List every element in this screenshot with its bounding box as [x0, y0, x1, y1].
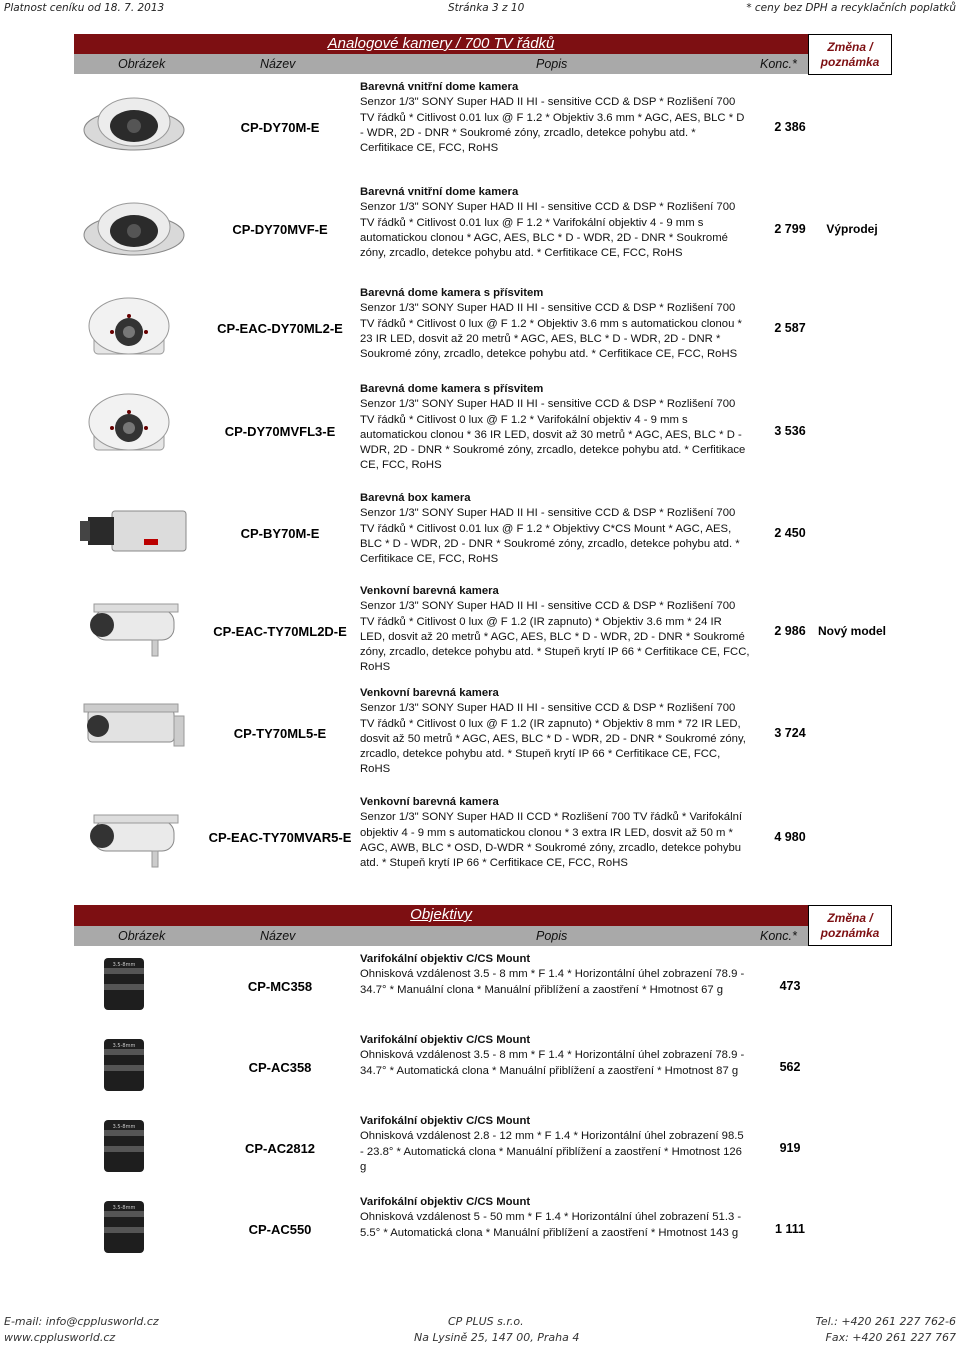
product-title: Barevná box kamera — [360, 492, 471, 504]
product-row — [0, 1033, 960, 1103]
product-price: 473 — [779, 979, 801, 993]
product-price: 2 799 — [774, 222, 806, 236]
product-price: 919 — [779, 1141, 801, 1155]
product-row — [0, 286, 960, 371]
lens-icon — [74, 952, 194, 1022]
footer-company: CP PLUS s.r.o. — [448, 1315, 524, 1328]
product-description — [360, 686, 750, 778]
svg-text:3.5-8mm: 3.5-8mm — [112, 1124, 136, 1130]
section-title: Analogové kamery / 700 TV řádků — [327, 35, 555, 52]
col-nazev: Název — [260, 57, 296, 71]
product-description — [360, 185, 750, 261]
product-row — [0, 795, 960, 880]
product-title: Venkovní barevná kamera — [360, 687, 499, 699]
column-header — [74, 926, 808, 946]
svg-text:3.5-8mm: 3.5-8mm — [112, 962, 136, 968]
product-price: 2 986 — [774, 624, 806, 638]
svg-text:3.5-8mm: 3.5-8mm — [112, 1205, 136, 1211]
col-nazev: Název — [260, 929, 296, 943]
product-model: CP-DY70M-E — [240, 120, 320, 135]
ir-dome-camera-icon — [74, 382, 194, 482]
product-row — [0, 185, 960, 275]
product-row — [0, 80, 960, 175]
product-model: CP-EAC-DY70ML2-E — [217, 321, 343, 336]
col-konc: Konc.* — [760, 57, 797, 71]
ir-dome-camera-icon — [74, 286, 194, 371]
product-model: CP-EAC-TY70ML2D-E — [213, 624, 347, 639]
product-description — [360, 80, 750, 156]
product-description — [360, 382, 750, 474]
product-row — [0, 1114, 960, 1184]
dome-camera-icon — [74, 80, 194, 175]
product-model: CP-TY70ML5-E — [233, 726, 327, 741]
svg-text:3.5-8mm: 3.5-8mm — [112, 1043, 136, 1049]
lens-icon — [74, 1033, 194, 1103]
section-title-bar — [74, 905, 808, 926]
section-title-bar — [74, 34, 808, 55]
product-specs: Ohnisková vzdálenost 3.5 - 8 mm * F 1.4 * Horizontální úhel zobrazení 78.9 - 34.7° * Manuální clona * Manuální přiblížení a zaostření * Hmotnost 67 g — [360, 968, 745, 996]
product-row — [0, 584, 960, 679]
product-title: Barevná vnitřní dome kamera — [360, 186, 519, 198]
product-specs: Senzor 1/3" SONY Super HAD II HI - sensitive CCD & DSP * Rozlišení 700 TV řádků * Citlivost 0 lux @ F 1.2 (IR zapnuto) * Objektiv 3.6 mm * 24 IR LED, dosvit až 20 metrů * AGC, AES, BLC * D - WDR, 2D - DNR * Soukromé zóny, zrcadlo, detekce pohybu atd. * Stupeň krytí IP 66 * Cerfitikace CE, FCC, RoHS — [360, 600, 750, 674]
product-row — [0, 952, 960, 1022]
col-zmena: Změna / poznámka — [808, 905, 892, 946]
product-specs: Senzor 1/3" SONY Super HAD II HI - sensitive CCD & DSP * Rozlišení 700 TV řádků * Citlivost 0.01 lux @ F 1.2 * Objektiv 3.6 mm * AGC, AES, BLC * D - WDR, 2D - DNR * Soukromé zóny, zrcadlo, detekce pohybu atd. * Cerfitikace CE, FCC, RoHS — [360, 96, 745, 155]
product-model: CP-EAC-TY70MVAR5-E — [208, 830, 352, 845]
footer-fax: Fax: +420 261 227 767 — [825, 1331, 956, 1344]
footer-web[interactable]: www.cpplusworld.cz — [4, 1331, 116, 1344]
product-specs: Senzor 1/3" SONY Super HAD II HI - sensitive CCD & DSP * Rozlišení 700 TV řádků * Citlivost 0 lux @ F 1.2 (IR zapnuto) * Objektiv 8 mm * 72 IR LED, dosvit až 50 metrů * AGC, AES, BLC * D - WDR, 2D - DNR * Soukromé zóny, zrcadlo, detekce pohybu atd. * Stupeň krytí IP 66 * Cerfitikace CE, FCC, RoHS — [360, 702, 746, 776]
product-model: CP-AC2812 — [244, 1141, 316, 1156]
col-konc: Konc.* — [760, 929, 797, 943]
product-price: 2 587 — [774, 321, 806, 335]
product-description — [360, 286, 750, 362]
validity-date: Platnost ceníku od 18. 7. 2013 — [4, 2, 165, 14]
product-title: Varifokální objektiv C/CS Mount — [360, 1115, 531, 1127]
product-specs: Senzor 1/3" SONY Super HAD II HI - sensitive CCD & DSP * Rozlišení 700 TV řádků * Citlivost 0.01 lux @ F 1.2 * Varifokální objektiv 4 - 9 mm s automatickou clonou * AGC, AES, BLC * D - WDR, 2D - DNR * Soukromé zóny, zrcadlo, detekce pohybu atd. * Cerfitikace CE, FCC, RoHS — [360, 201, 736, 260]
product-model: CP-AC550 — [248, 1222, 312, 1237]
product-row — [0, 1195, 960, 1265]
product-description — [360, 1033, 750, 1079]
footer-email[interactable]: E-mail: info@cpplusworld.cz — [4, 1315, 159, 1328]
product-row — [0, 491, 960, 576]
product-specs: Senzor 1/3" SONY Super HAD II HI - sensitive CCD & DSP * Rozlišení 700 TV řádků * Citlivost 0 lux @ F 1.2 * Objektiv 3.6 mm s automatickou clonou * 23 IR LED, dosvit až 20 metrů * AGC, AES, BLC * D - WDR, 2D - DNR * Soukromé zóny, zrcadlo, detekce pohybu atd. * Cerfitikace CE, FCC, RoHS — [360, 302, 742, 361]
col-popis: Popis — [536, 929, 568, 943]
dome-camera-icon — [74, 185, 194, 275]
product-specs: Senzor 1/3" SONY Super HAD II CCD * Rozlišení 700 TV řádků * Varifokální objektiv 4 - 9 mm s automatickou clonou * 3 extra IR LED, dosvit až 50 m * AGC, AWB, BLC * OSD, D-WDR * Soukromé zóny, zrcadlo, detekce pohybu atd. * Stupeň krytí IP 66 * Cerfitikace CE, FCC, RoHS — [360, 811, 742, 870]
col-obrazek: Obrázek — [118, 57, 166, 71]
column-header — [74, 54, 808, 74]
product-title: Varifokální objektiv C/CS Mount — [360, 953, 531, 965]
product-price: 2 386 — [774, 120, 806, 134]
product-title: Venkovní barevná kamera — [360, 796, 499, 808]
housing-camera-icon — [74, 686, 194, 781]
footer-address: Na Lysině 25, 147 00, Praha 4 — [414, 1331, 580, 1344]
product-description — [360, 1195, 750, 1241]
bullet-camera-icon — [74, 584, 194, 679]
product-title: Barevná dome kamera s přísvitem — [360, 383, 544, 395]
product-price: 1 111 — [775, 1222, 805, 1236]
price-note: * ceny bez DPH a recyklačních poplatků — [746, 2, 956, 14]
product-price: 3 536 — [774, 424, 806, 438]
section-title: Objektivy — [410, 906, 472, 923]
col-zmena: Změna / poznámka — [808, 34, 892, 75]
product-description — [360, 1114, 750, 1175]
product-title: Varifokální objektiv C/CS Mount — [360, 1034, 531, 1046]
product-note: Výprodej — [826, 222, 878, 236]
product-price: 4 980 — [774, 830, 806, 844]
product-specs: Senzor 1/3" SONY Super HAD II HI - sensitive CCD & DSP * Rozlišení 700 TV řádků * Citlivost 0 lux @ F 1.2 * Varifokální objektiv 4 - 9 mm s automatickou clonou * 36 IR LED, dosvit až 30 metrů * AGC, AES, BLC * D - WDR, 2D - DNR * Soukromé zóny, zrcadlo, detekce pohybu atd. * Cerfitikace CE, FCC, RoHS — [360, 398, 746, 472]
product-model: CP-AC358 — [248, 1060, 312, 1075]
product-model: CP-DY70MVFL3-E — [224, 424, 336, 439]
product-description — [360, 584, 750, 676]
product-price: 2 450 — [774, 526, 806, 540]
product-note: Nový model — [817, 624, 886, 638]
product-specs: Ohnisková vzdálenost 3.5 - 8 mm * F 1.4 * Horizontální úhel zobrazení 78.9 - 34.7° * Automatická clona * Manuální přiblížení a zaostření * Hmotnost 87 g — [360, 1049, 745, 1077]
product-specs: Ohnisková vzdálenost 5 - 50 mm * F 1.4 * Horizontální úhel zobrazení 51.3 - 5.5° * Automatická clona * Manuální přiblížení a zaostření * Hmotnost 143 g — [360, 1211, 742, 1239]
page-number: Stránka 3 z 10 — [448, 2, 525, 14]
product-price: 3 724 — [774, 726, 806, 740]
product-price: 562 — [779, 1060, 801, 1074]
product-description — [360, 491, 750, 567]
product-model: CP-BY70M-E — [240, 526, 320, 541]
product-description — [360, 952, 750, 998]
product-model: CP-MC358 — [247, 979, 313, 994]
box-camera-icon — [74, 491, 194, 576]
footer-tel: Tel.: +420 261 227 762-6 — [815, 1315, 956, 1328]
product-title: Venkovní barevná kamera — [360, 585, 499, 597]
col-obrazek: Obrázek — [118, 929, 166, 943]
product-title: Varifokální objektiv C/CS Mount — [360, 1196, 531, 1208]
lens-icon — [74, 1195, 194, 1265]
product-specs: Senzor 1/3" SONY Super HAD II HI - sensitive CCD & DSP * Rozlišení 700 TV řádků * Citlivost 0.01 lux @ F 1.2 * Objektivy C*CS Mount * AGC, AES, BLC * D - WDR, 2D - DNR * Soukromé zóny, zrcadlo, detekce pohybu atd. * Cerfitikace CE, FCC, RoHS — [360, 507, 740, 566]
product-specs: Ohnisková vzdálenost 2.8 - 12 mm * F 1.4 * Horizontální úhel zobrazení 98.5 - 23.8° * Automatická clona * Manuální přiblížení a zaostření * Hmotnost 126 g — [360, 1130, 744, 1173]
lens-icon — [74, 1114, 194, 1184]
bullet-camera-icon — [74, 795, 194, 880]
product-row — [0, 382, 960, 482]
product-description — [360, 795, 750, 871]
col-popis: Popis — [536, 57, 568, 71]
product-row — [0, 686, 960, 781]
product-title: Barevná dome kamera s přísvitem — [360, 287, 544, 299]
product-title: Barevná vnitřní dome kamera — [360, 81, 519, 93]
product-model: CP-DY70MVF-E — [232, 222, 328, 237]
